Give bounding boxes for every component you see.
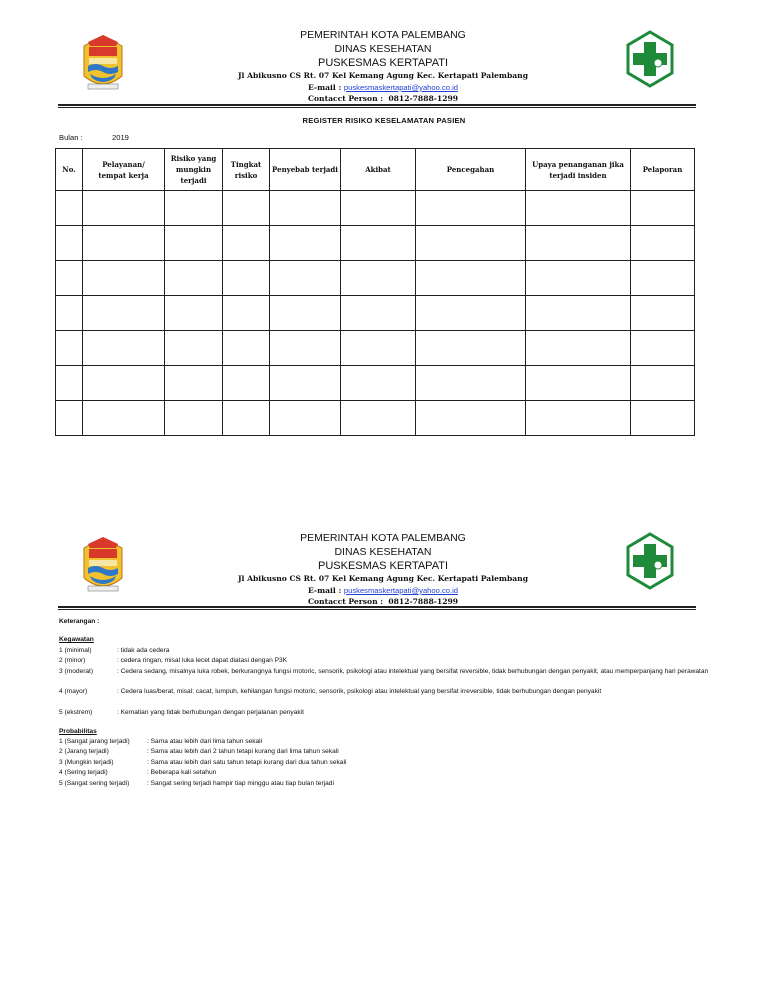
list-item bbox=[59, 758, 729, 768]
table-cell[interactable] bbox=[270, 401, 341, 436]
gov-name: PEMERINTAH KOTA PALEMBANG bbox=[300, 29, 466, 41]
item-key: 5 (ekstrem) bbox=[59, 709, 93, 717]
table-cell[interactable] bbox=[341, 226, 416, 261]
list-item bbox=[59, 768, 729, 778]
table-header-row bbox=[56, 149, 695, 191]
table-cell[interactable] bbox=[223, 366, 270, 401]
table-cell[interactable] bbox=[416, 261, 526, 296]
table-cell[interactable] bbox=[165, 401, 223, 436]
list-item bbox=[59, 667, 729, 688]
item-value: : Sangat sering terjadi hampir tiap minggu atau tiap bulan terjadi bbox=[147, 779, 334, 787]
column-header: Pencegahan bbox=[416, 149, 526, 191]
header-rule-thick bbox=[58, 104, 696, 106]
item-key: 3 (Mungkin terjadi) bbox=[59, 758, 114, 766]
table-cell[interactable] bbox=[165, 226, 223, 261]
column-header: Upaya penanganan jika terjadi insiden bbox=[526, 149, 631, 191]
keterangan-title: Keterangan : bbox=[59, 618, 100, 625]
item-key: 2 (Jarang terjadi) bbox=[59, 748, 109, 756]
table-cell[interactable] bbox=[270, 226, 341, 261]
column-header: No. bbox=[56, 149, 83, 191]
list-item bbox=[59, 708, 729, 718]
table-cell[interactable] bbox=[56, 226, 83, 261]
unit-name: PUSKESMAS KERTAPATI bbox=[318, 57, 448, 69]
table-cell[interactable] bbox=[56, 191, 83, 226]
contact-line: Contacct Person : 0812-7888-1299 bbox=[307, 94, 459, 103]
table-row bbox=[56, 226, 695, 261]
column-header: Tingkat risiko bbox=[223, 149, 270, 191]
item-value: : Beberapa kali setahun bbox=[147, 769, 217, 777]
table-cell[interactable] bbox=[341, 261, 416, 296]
table-cell[interactable] bbox=[631, 261, 695, 296]
table-cell[interactable] bbox=[631, 226, 695, 261]
item-key: 3 (moderat) bbox=[59, 667, 94, 675]
item-value: : tidak ada cedera bbox=[117, 646, 170, 654]
city-emblem-logo bbox=[76, 32, 130, 94]
item-key: 4 (Sering terjadi) bbox=[59, 769, 108, 777]
table-cell[interactable] bbox=[631, 366, 695, 401]
list-item bbox=[59, 737, 729, 747]
table-cell[interactable] bbox=[270, 331, 341, 366]
table-cell[interactable] bbox=[165, 366, 223, 401]
table-cell[interactable] bbox=[631, 191, 695, 226]
contact-line: Contacct Person : 0812-7888-1299 bbox=[307, 597, 459, 606]
column-header: Pelaporan bbox=[631, 149, 695, 191]
list-item bbox=[59, 779, 729, 789]
table-cell[interactable] bbox=[416, 226, 526, 261]
table-row bbox=[56, 331, 695, 366]
table-cell[interactable] bbox=[341, 366, 416, 401]
table-cell[interactable] bbox=[83, 261, 165, 296]
puskesmas-cross-logo bbox=[625, 30, 675, 88]
table-cell[interactable] bbox=[341, 331, 416, 366]
table-cell[interactable] bbox=[83, 331, 165, 366]
table-cell[interactable] bbox=[526, 261, 631, 296]
table-cell[interactable] bbox=[526, 401, 631, 436]
item-key: 2 (minor) bbox=[59, 657, 86, 665]
header-rule-thin bbox=[58, 107, 696, 108]
item-key: 1 (minimal) bbox=[59, 646, 92, 654]
table-row bbox=[56, 296, 695, 331]
table-cell[interactable] bbox=[416, 366, 526, 401]
address: Jl Abikusno CS Rt. 07 Kel Kemang Agung Kec. Kertapati Palembang bbox=[237, 71, 529, 80]
table-row bbox=[56, 261, 695, 296]
table-cell[interactable] bbox=[223, 401, 270, 436]
table-cell[interactable] bbox=[83, 191, 165, 226]
list-item bbox=[59, 687, 729, 708]
table-cell[interactable] bbox=[56, 401, 83, 436]
table-cell[interactable] bbox=[56, 366, 83, 401]
table-cell[interactable] bbox=[165, 261, 223, 296]
item-key: 1 (Sangat jarang terjadi) bbox=[59, 738, 130, 746]
table-cell[interactable] bbox=[270, 296, 341, 331]
item-value: : Cedera luas/berat, misal: cacat, lumpuh, kehilangan fungsi motoric, sensorik, psikologi atau intelektual yang bersifat irreversible, tidak berhubungan dengan penyakit bbox=[117, 688, 602, 696]
table-cell[interactable] bbox=[223, 331, 270, 366]
table-row bbox=[56, 366, 695, 401]
unit-name: PUSKESMAS KERTAPATI bbox=[318, 560, 448, 572]
kegawatan-list bbox=[59, 646, 729, 719]
list-item bbox=[59, 747, 729, 757]
table-row bbox=[56, 401, 695, 436]
probabilitas-list bbox=[59, 737, 729, 789]
header-rule-thick bbox=[58, 606, 696, 608]
table-cell[interactable] bbox=[270, 366, 341, 401]
table-cell[interactable] bbox=[416, 331, 526, 366]
email-line: E-mail : puskesmaskertapati@yahoo.co.id bbox=[308, 83, 458, 92]
table-cell[interactable] bbox=[165, 331, 223, 366]
item-value: : Sama atau lebih dari lima tahun sekali bbox=[147, 738, 263, 746]
probabilitas-heading: Probabilitas bbox=[59, 727, 97, 735]
column-header: Risiko yang mungkin terjadi bbox=[165, 149, 223, 191]
item-key: 4 (mayor) bbox=[59, 688, 88, 696]
year: 2019 bbox=[112, 133, 129, 142]
item-value: : cedera ringan, misal luka lecet dapat diatasi dengan P3K bbox=[117, 657, 288, 665]
table-cell[interactable] bbox=[341, 191, 416, 226]
table-cell[interactable] bbox=[341, 401, 416, 436]
table-cell[interactable] bbox=[416, 401, 526, 436]
table-cell[interactable] bbox=[526, 366, 631, 401]
puskesmas-cross-logo bbox=[625, 532, 675, 590]
email-line: E-mail : puskesmaskertapati@yahoo.co.id bbox=[308, 586, 458, 595]
table-cell[interactable] bbox=[83, 366, 165, 401]
table-cell[interactable] bbox=[165, 296, 223, 331]
gov-name: PEMERINTAH KOTA PALEMBANG bbox=[300, 532, 466, 544]
table-cell[interactable] bbox=[270, 261, 341, 296]
item-value: : Cedera sedang, misalnya luka robek, berkurangnya fungsi motoric, sensorik, psikologi atau intelektual yang bersifat reversible, tidak berhubungan dengan penyakit, atau memperpanjang hari perawatan bbox=[117, 667, 709, 675]
register-title: REGISTER RISIKO KESELAMATAN PASIEN bbox=[302, 116, 466, 125]
table-cell[interactable] bbox=[631, 331, 695, 366]
table-cell[interactable] bbox=[223, 226, 270, 261]
list-item bbox=[59, 646, 729, 656]
item-value: : Sama atau lebih dari satu tahun tetapi kurang dari dua tahun sekali bbox=[147, 758, 347, 766]
list-item bbox=[59, 656, 729, 666]
keterangan-section bbox=[59, 617, 729, 789]
dept-name: DINAS KESEHATAN bbox=[334, 546, 432, 558]
table-cell[interactable] bbox=[223, 296, 270, 331]
email-link[interactable]: puskesmaskertapati@yahoo.co.id bbox=[343, 83, 458, 92]
table-cell[interactable] bbox=[526, 296, 631, 331]
table-cell[interactable] bbox=[416, 296, 526, 331]
table-cell[interactable] bbox=[631, 401, 695, 436]
table-cell[interactable] bbox=[223, 261, 270, 296]
column-header: Pelayanan/ tempat kerja bbox=[83, 149, 165, 191]
city-emblem-logo bbox=[76, 534, 130, 596]
email-link[interactable]: puskesmaskertapati@yahoo.co.id bbox=[343, 586, 458, 595]
table-cell[interactable] bbox=[631, 296, 695, 331]
risk-register-table bbox=[55, 148, 695, 436]
table-row bbox=[56, 191, 695, 226]
table-cell[interactable] bbox=[56, 261, 83, 296]
table-cell[interactable] bbox=[526, 191, 631, 226]
table-cell[interactable] bbox=[416, 191, 526, 226]
table-cell[interactable] bbox=[270, 191, 341, 226]
table-cell[interactable] bbox=[83, 296, 165, 331]
kegawatan-heading: Kegawatan bbox=[59, 636, 94, 644]
table-cell[interactable] bbox=[223, 191, 270, 226]
column-header: Penyebab terjadi bbox=[270, 149, 341, 191]
table-cell[interactable] bbox=[83, 401, 165, 436]
table-cell[interactable] bbox=[341, 296, 416, 331]
table-cell[interactable] bbox=[165, 191, 223, 226]
address: Jl Abikusno CS Rt. 07 Kel Kemang Agung Kec. Kertapati Palembang bbox=[237, 574, 529, 583]
item-value: : Kematian yang tidak berhubungan dengan perjalanan penyakit bbox=[117, 709, 304, 717]
column-header: Akibat bbox=[341, 149, 416, 191]
dept-name: DINAS KESEHATAN bbox=[334, 43, 432, 55]
table-cell[interactable] bbox=[56, 296, 83, 331]
item-key: 5 (Sangat sering terjadi) bbox=[59, 779, 130, 787]
table-cell[interactable] bbox=[83, 226, 165, 261]
table-cell[interactable] bbox=[56, 331, 83, 366]
item-value: : Sama atau lebih dari 2 tahun tetapi kurang dari lima tahun sekali bbox=[147, 748, 339, 756]
table-cell[interactable] bbox=[526, 226, 631, 261]
header-rule-thin bbox=[58, 609, 696, 610]
bulan-line: Bulan : 2019 bbox=[59, 133, 129, 142]
table-cell[interactable] bbox=[526, 331, 631, 366]
